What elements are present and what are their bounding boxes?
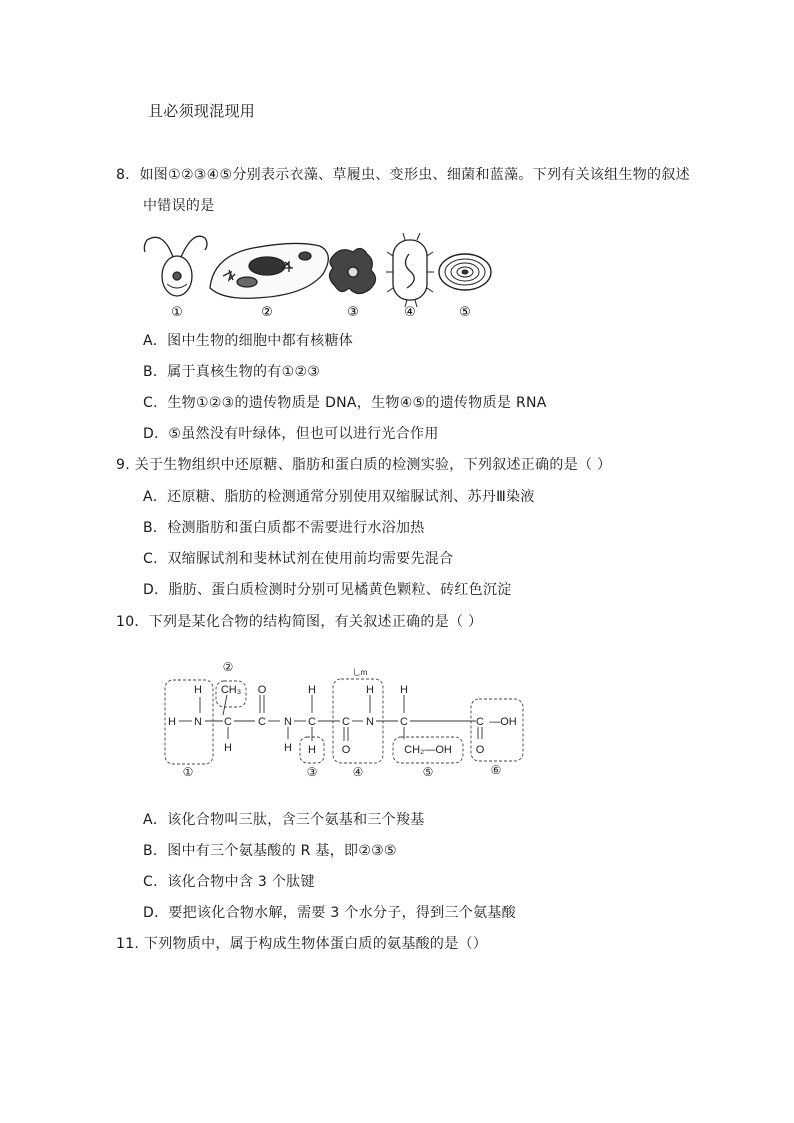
q8-stem-line2: 中错误的是	[143, 198, 215, 214]
atom-h: H	[308, 744, 316, 756]
atom-c: C	[258, 716, 266, 728]
atom-n: N	[366, 716, 374, 728]
atom-h: H	[224, 742, 232, 754]
atom-h: H	[194, 684, 202, 696]
above-box-mark: 乚m	[352, 668, 368, 677]
q10-option-b: B．图中有三个氨基酸的 R 基，即②③⑤	[143, 843, 397, 859]
atom-h: H	[366, 684, 374, 696]
atom-h: H	[168, 716, 176, 728]
atom-o: O	[341, 744, 351, 756]
fig-label-2: ②	[261, 305, 273, 320]
struct-label-6: ⑥	[490, 763, 502, 777]
fig-label-5: ⑤	[459, 305, 471, 320]
atom-h: H	[308, 684, 316, 696]
atom-o: O	[475, 744, 485, 756]
q8-option-a: A．图中生物的细胞中都有核糖体	[143, 333, 354, 349]
q8-option-c: C．生物①②③的遗传物质是 DNA，生物④⑤的遗传物质是 RNA	[143, 395, 547, 411]
fig-label-1: ①	[171, 305, 183, 320]
carryover-text: 且必须现混现用	[148, 102, 256, 120]
atom-c: C	[400, 716, 408, 728]
struct-label-2: ②	[222, 660, 234, 674]
atom-n: N	[194, 716, 202, 728]
atom-c: C	[308, 716, 316, 728]
fig-label-3: ③	[347, 305, 359, 320]
q8-option-d: D．⑤虽然没有叶绿体，但也可以进行光合作用	[143, 426, 439, 442]
q10-option-c: C．该化合物中含 3 个肽键	[143, 874, 315, 890]
q10-option-a: A．该化合物叫三肽，含三个氨基和三个羧基	[143, 812, 425, 828]
q9-option-c: C．双缩脲试剂和斐林试剂在使用前均需要先混合	[143, 551, 454, 567]
atom-h: H	[400, 684, 408, 696]
chlamydomonas-drawing	[144, 236, 207, 296]
fig-label-4: ④	[404, 305, 416, 320]
atom-c: C	[224, 716, 232, 728]
atom-ch2oh: CH₂—OH	[404, 744, 452, 756]
bacterium-drawing	[386, 233, 434, 307]
struct-label-1: ①	[182, 765, 194, 779]
q9-option-d: D．脂肪、蛋白质检测时分别可见橘黄色颗粒、砖红色沉淀	[143, 582, 512, 598]
q8-stem-line1: 8．如图①②③④⑤分别表示衣藻、草履虫、变形虫、细菌和蓝藻。下列有关该组生物的叙述	[116, 167, 690, 183]
q11-stem: 11. 下列物质中，属于构成生物体蛋白质的氨基酸的是（）	[116, 936, 488, 952]
q9-option-b: B．检测脂肪和蛋白质都不需要进行水浴加热	[143, 520, 425, 536]
q10-option-d: D．要把该化合物水解，需要 3 个水分子，得到三个氨基酸	[143, 905, 516, 921]
paramecium-drawing	[210, 243, 328, 298]
struct-label-3: ③	[306, 765, 318, 779]
atom-oh: —OH	[489, 716, 517, 728]
amoeba-drawing	[329, 248, 375, 293]
q9-option-a: A．还原糖、脂肪的检测通常分别使用双缩脲试剂、苏丹Ⅲ染液	[143, 489, 535, 505]
atom-ch3: CH₃	[220, 684, 242, 696]
atom-c: C	[476, 716, 484, 728]
atom-n: N	[284, 716, 292, 728]
q10-peptide-structure	[160, 655, 530, 780]
atom-c: C	[342, 716, 350, 728]
q10-stem: 10．下列是某化合物的结构简图，有关叙述正确的是（ ）	[116, 614, 483, 630]
atom-h: H	[284, 742, 292, 754]
q9-stem: 9. 关于生物组织中还原糖、脂肪和蛋白质的检测实验，下列叙述正确的是（ ）	[116, 457, 612, 473]
struct-label-5: ⑤	[422, 765, 434, 779]
cyanobacterium-drawing	[439, 254, 491, 290]
q8-organisms-figure	[135, 226, 505, 322]
atom-o: O	[257, 684, 267, 696]
q8-option-b: B．属于真核生物的有①②③	[143, 364, 321, 380]
struct-label-4: ④	[352, 765, 364, 779]
